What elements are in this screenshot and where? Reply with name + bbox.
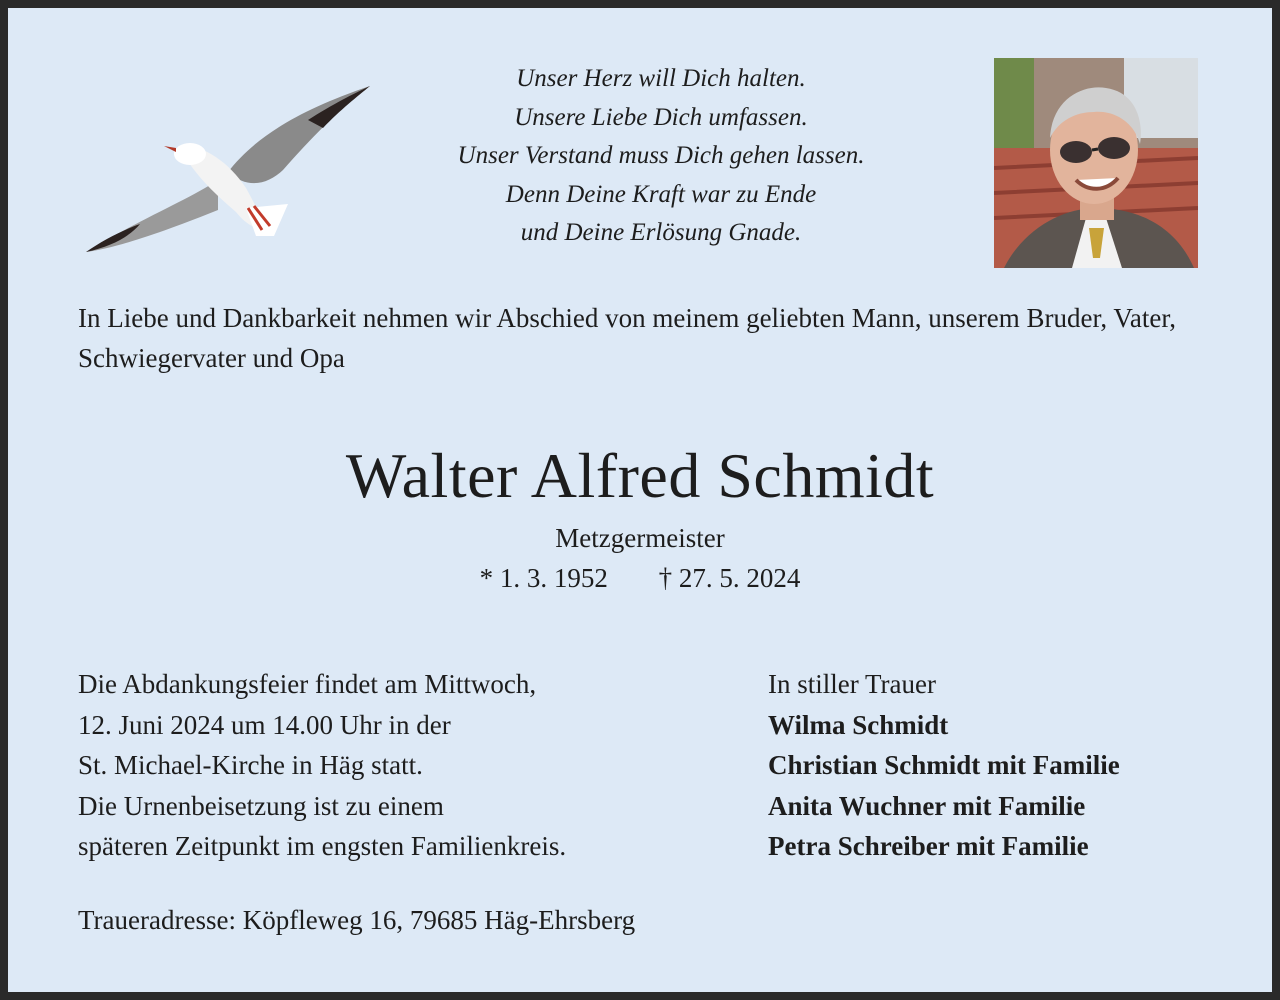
mourner-name: Wilma Schmidt — [768, 709, 949, 740]
poem-line: Unsere Liebe Dich umfassen. — [514, 103, 808, 131]
poem-line: und Deine Erlösung Gnade. — [520, 219, 802, 246]
ceremony-line: 12. Juni 2024 um 14.00 Uhr in der — [78, 709, 451, 740]
mourners-heading: In stiller Trauer — [768, 669, 936, 699]
deceased-name: Walter Alfred Schmidt — [345, 440, 935, 511]
ceremony-line: St. Michael-Kirche in Häg statt. — [78, 750, 423, 780]
poem — [368, 60, 954, 253]
mourners — [768, 664, 1248, 867]
mourner-name: Petra Schreiber mit Familie — [768, 831, 1089, 861]
ceremony-line: späteren Zeitpunkt im engsten Familienkreis. — [78, 831, 567, 861]
poem-line: Unser Verstand muss Dich gehen lassen. — [457, 142, 865, 169]
poem-line: Denn Deine Kraft war zu Ende — [505, 180, 817, 208]
mourner-name: Christian Schmidt mit Familie — [768, 750, 1120, 780]
death-date: † 27. 5. 2024 — [658, 563, 801, 593]
profession: Metzgermeister — [555, 523, 725, 553]
mourner-name: Anita Wuchner mit Familie — [768, 790, 1086, 821]
poem-line: Unser Herz will Dich halten. — [516, 65, 806, 92]
obituary-card — [8, 8, 1272, 992]
seagull-icon — [78, 80, 378, 260]
birth-date: * 1. 3. 1952 — [479, 563, 608, 593]
portrait-photo — [994, 58, 1198, 268]
ceremony-line: Die Urnenbeisetzung ist zu einem — [78, 790, 444, 821]
ceremony-info — [78, 664, 718, 867]
life-dates — [8, 560, 1272, 596]
intro-text: In Liebe und Dankbarkeit nehmen wir Abschied von meinem geliebten Mann, unserem Bruder, Vater, Schwiegervater und Opa — [78, 303, 1177, 373]
ceremony-line: Die Abdankungsfeier findet am Mittwoch, — [78, 669, 537, 699]
mourning-address: Traueradresse: Köpfleweg 16, 79685 Häg-Ehrsberg — [78, 905, 636, 935]
